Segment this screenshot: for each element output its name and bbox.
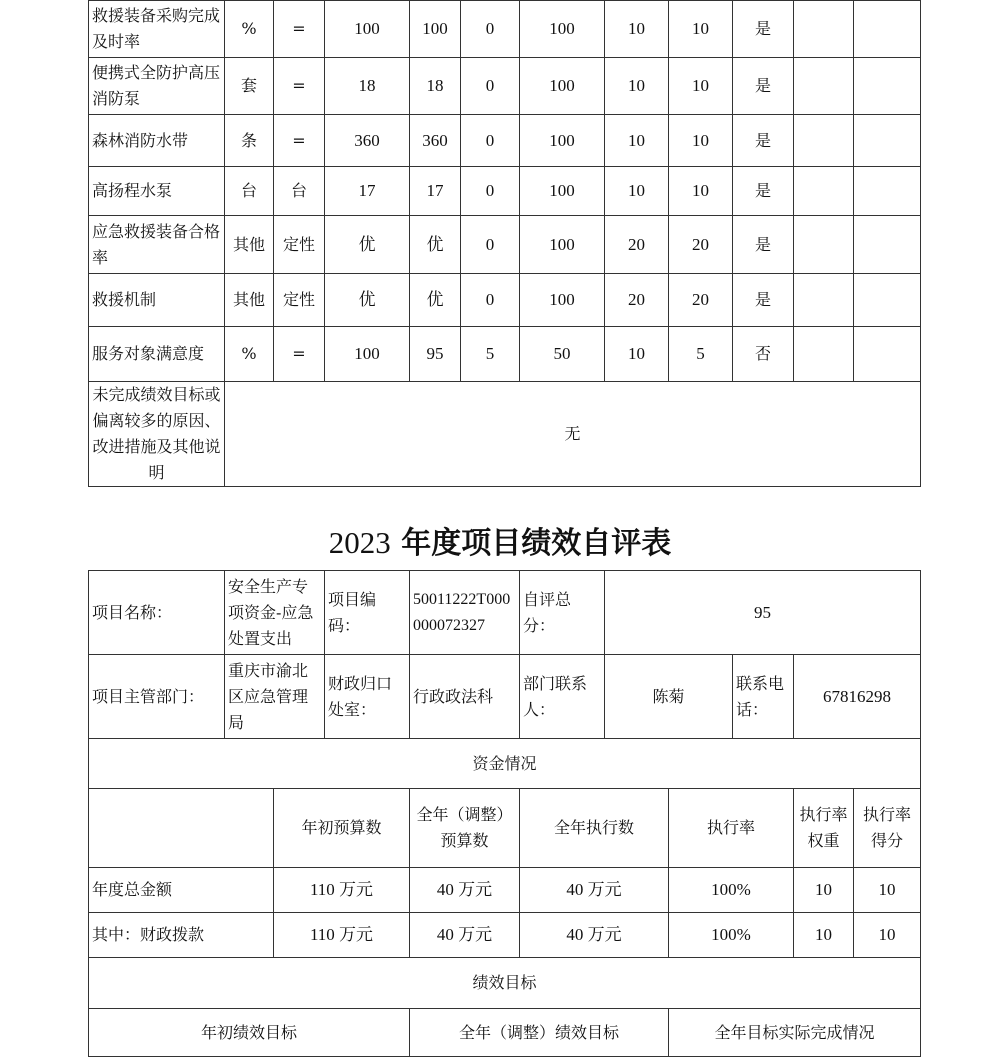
indicator-row xyxy=(89,167,921,216)
note-row xyxy=(89,382,921,487)
indicator-actual: 100 xyxy=(410,1,461,58)
indicator-operator: 定性 xyxy=(274,274,325,327)
indicator-name: 便携式全防护高压消防泵 xyxy=(89,58,225,115)
indicator-actual: 18 xyxy=(410,58,461,115)
indicator-target: 100 xyxy=(325,327,410,382)
indicator-done: 否 xyxy=(733,327,794,382)
indicator-target: 优 xyxy=(325,216,410,274)
perf-title: 绩效目标 xyxy=(89,958,921,1009)
phone-value: 67816298 xyxy=(794,655,921,739)
indicator-operator: = xyxy=(274,327,325,382)
indicator-actual: 17 xyxy=(410,167,461,216)
indicator-done: 是 xyxy=(733,274,794,327)
project-code-label: 项目编码： xyxy=(325,571,410,655)
indicator-target: 360 xyxy=(325,115,410,167)
indicator-table-body xyxy=(89,1,921,382)
indicator-deviation: 0 xyxy=(461,1,520,58)
indicator-blank-b xyxy=(854,58,921,115)
indicator-name: 应急救援装备合格率 xyxy=(89,216,225,274)
funds-row-label: 年度总金额 xyxy=(89,868,274,913)
indicator-weight: 10 xyxy=(605,58,669,115)
indicator-deviation: 0 xyxy=(461,167,520,216)
funds-row-exec: 40 万元 xyxy=(520,913,669,958)
indicator-done: 是 xyxy=(733,216,794,274)
note-value: 无 xyxy=(225,382,921,487)
perf-header-row xyxy=(89,1009,921,1057)
funds-row-adj: 40 万元 xyxy=(410,868,520,913)
indicator-unit: 其他 xyxy=(225,216,274,274)
funds-row-rate: 100% xyxy=(669,868,794,913)
indicator-blank-a xyxy=(794,58,854,115)
funds-row xyxy=(89,913,921,958)
indicator-unit: % xyxy=(225,1,274,58)
project-code: 50011222T000000072327 xyxy=(410,571,520,655)
self-score-label: 自评总分： xyxy=(520,571,605,655)
indicator-actual: 优 xyxy=(410,274,461,327)
indicator-target: 100 xyxy=(325,1,410,58)
indicator-operator: = xyxy=(274,115,325,167)
indicator-blank-b xyxy=(854,274,921,327)
perf-header-actual: 全年目标实际完成情况 xyxy=(669,1009,921,1057)
indicator-name: 救援装备采购完成及时率 xyxy=(89,1,225,58)
indicator-blank-b xyxy=(854,115,921,167)
indicator-blank-a xyxy=(794,216,854,274)
indicator-actual: 优 xyxy=(410,216,461,274)
indicator-name: 高扬程水泵 xyxy=(89,167,225,216)
indicator-operator: = xyxy=(274,58,325,115)
indicator-weight: 10 xyxy=(605,167,669,216)
finance-label: 财政归口处室： xyxy=(325,655,410,739)
funds-row-exec: 40 万元 xyxy=(520,868,669,913)
indicator-row xyxy=(89,115,921,167)
phone-label: 联系电话： xyxy=(733,655,794,739)
funds-header-init: 年初预算数 xyxy=(274,789,410,868)
indicator-score: 10 xyxy=(669,115,733,167)
title-year: 2023 xyxy=(328,525,391,560)
indicator-deviation: 0 xyxy=(461,115,520,167)
indicator-operator: = xyxy=(274,1,325,58)
indicator-blank-b xyxy=(854,167,921,216)
indicator-blank-a xyxy=(794,167,854,216)
indicator-row xyxy=(89,1,921,58)
funds-header-score: 执行率得分 xyxy=(854,789,921,868)
indicator-rate: 100 xyxy=(520,58,605,115)
indicator-rate: 100 xyxy=(520,115,605,167)
indicator-deviation: 0 xyxy=(461,58,520,115)
indicator-row xyxy=(89,274,921,327)
project-info-row xyxy=(89,571,921,655)
indicator-blank-a xyxy=(794,274,854,327)
indicator-weight: 10 xyxy=(605,327,669,382)
indicator-row xyxy=(89,58,921,115)
indicator-target: 优 xyxy=(325,274,410,327)
note-label: 未完成绩效目标或偏离较多的原因、改进措施及其他说明 xyxy=(89,382,225,487)
funds-row-init: 110 万元 xyxy=(274,868,410,913)
indicator-weight: 20 xyxy=(605,216,669,274)
indicator-score: 10 xyxy=(669,1,733,58)
indicator-unit: 条 xyxy=(225,115,274,167)
indicator-blank-b xyxy=(854,1,921,58)
indicator-blank-b xyxy=(854,327,921,382)
indicator-operator: 定性 xyxy=(274,216,325,274)
indicator-unit: 台 xyxy=(225,167,274,216)
funds-row-weight: 10 xyxy=(794,913,854,958)
dept-info-row xyxy=(89,655,921,739)
perf-header-adj: 全年（调整）绩效目标 xyxy=(410,1009,669,1057)
funds-row-adj: 40 万元 xyxy=(410,913,520,958)
indicator-name: 服务对象满意度 xyxy=(89,327,225,382)
self-score: 95 xyxy=(605,571,921,655)
finance-value: 行政政法科 xyxy=(410,655,520,739)
contact-label: 部门联系人： xyxy=(520,655,605,739)
dept-label: 项目主管部门： xyxy=(89,655,225,739)
funds-header-rate: 执行率 xyxy=(669,789,794,868)
indicator-weight: 10 xyxy=(605,1,669,58)
project-name-label: 项目名称： xyxy=(89,571,225,655)
funds-header-adj: 全年（调整）预算数 xyxy=(410,789,520,868)
indicator-score: 10 xyxy=(669,58,733,115)
contact-value: 陈菊 xyxy=(605,655,733,739)
perf-title-row xyxy=(89,958,921,1009)
funds-row-init: 110 万元 xyxy=(274,913,410,958)
funds-title-row xyxy=(89,739,921,789)
project-name: 安全生产专项资金-应急处置支出 xyxy=(225,571,325,655)
indicator-actual: 360 xyxy=(410,115,461,167)
indicator-operator: 台 xyxy=(274,167,325,216)
self-eval-table xyxy=(88,570,921,1057)
indicator-score: 10 xyxy=(669,167,733,216)
indicator-score: 5 xyxy=(669,327,733,382)
indicator-unit: 套 xyxy=(225,58,274,115)
funds-header-weight: 执行率权重 xyxy=(794,789,854,868)
title-text: 年度项目绩效自评表 xyxy=(401,526,672,561)
indicator-row xyxy=(89,216,921,274)
indicator-blank-a xyxy=(794,1,854,58)
indicator-unit: % xyxy=(225,327,274,382)
indicator-target: 17 xyxy=(325,167,410,216)
indicator-rate: 100 xyxy=(520,1,605,58)
indicator-name: 森林消防水带 xyxy=(89,115,225,167)
indicator-deviation: 5 xyxy=(461,327,520,382)
indicator-deviation: 0 xyxy=(461,216,520,274)
indicator-rate: 100 xyxy=(520,216,605,274)
indicator-blank-a xyxy=(794,115,854,167)
indicator-done: 是 xyxy=(733,167,794,216)
indicator-rate: 100 xyxy=(520,274,605,327)
funds-row-score: 10 xyxy=(854,913,921,958)
indicator-row xyxy=(89,327,921,382)
indicator-score: 20 xyxy=(669,216,733,274)
indicator-done: 是 xyxy=(733,58,794,115)
indicator-done: 是 xyxy=(733,115,794,167)
indicator-rate: 50 xyxy=(520,327,605,382)
funds-row-weight: 10 xyxy=(794,868,854,913)
funds-row-label: 其中：财政拨款 xyxy=(89,913,274,958)
dept-value: 重庆市渝北区应急管理局 xyxy=(225,655,325,739)
page-title xyxy=(0,521,1000,566)
indicator-score: 20 xyxy=(669,274,733,327)
funds-row xyxy=(89,868,921,913)
indicator-table xyxy=(88,0,921,487)
indicator-done: 是 xyxy=(733,1,794,58)
funds-header-blank xyxy=(89,789,274,868)
indicator-weight: 10 xyxy=(605,115,669,167)
indicator-actual: 95 xyxy=(410,327,461,382)
indicator-target: 18 xyxy=(325,58,410,115)
indicator-weight: 20 xyxy=(605,274,669,327)
indicator-blank-b xyxy=(854,216,921,274)
funds-row-score: 10 xyxy=(854,868,921,913)
funds-header-row xyxy=(89,789,921,868)
funds-title: 资金情况 xyxy=(89,739,921,789)
indicator-name: 救援机制 xyxy=(89,274,225,327)
funds-row-rate: 100% xyxy=(669,913,794,958)
perf-header-init: 年初绩效目标 xyxy=(89,1009,410,1057)
indicator-unit: 其他 xyxy=(225,274,274,327)
indicator-deviation: 0 xyxy=(461,274,520,327)
indicator-blank-a xyxy=(794,327,854,382)
indicator-rate: 100 xyxy=(520,167,605,216)
funds-header-exec: 全年执行数 xyxy=(520,789,669,868)
